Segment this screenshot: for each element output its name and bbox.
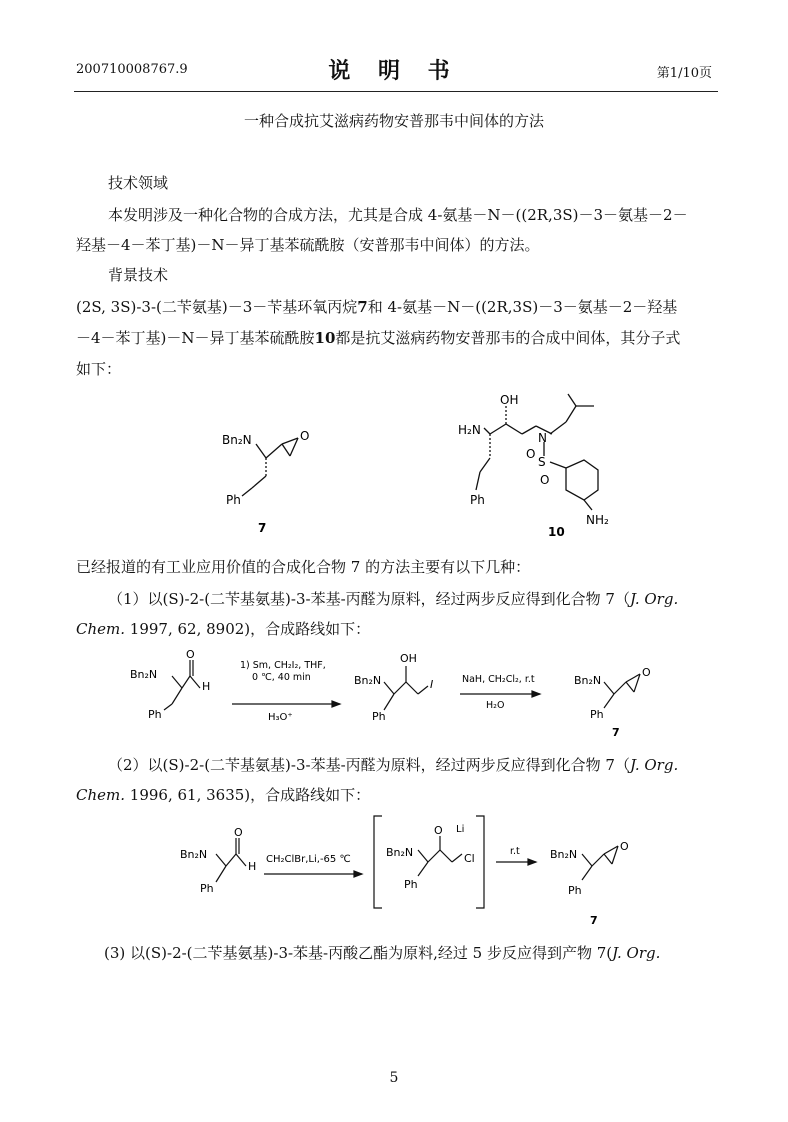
header-divider (74, 91, 718, 92)
c7-bn2n: Bn₂N (222, 433, 252, 447)
tech-field-line1: 本发明涉及一种化合物的合成方法，尤其是合成 4-氨基－N－((2R,3S)－3－氨基－2－ (108, 206, 688, 224)
compound-10-structure (476, 394, 598, 510)
s2-int-cl: Cl (464, 852, 475, 865)
document-title: 一种合成抗艾滋病药物安普那韦中间体的方法 (243, 112, 544, 130)
reported-intro: 已经报道的有工业应用价值的合成化合物 7 的方法主要有以下几种： (76, 558, 531, 576)
c10-s: S (538, 455, 546, 469)
s1-sm-bn2n: Bn₂N (130, 668, 158, 681)
tech-field-heading: 技术领域 (108, 174, 169, 192)
c10-label: 10 (548, 525, 565, 539)
c7-o: O (300, 429, 310, 443)
c7-label: 7 (258, 521, 267, 535)
s1-cond1-line1: 1) Sm, CH₂I₂, THF, (240, 660, 326, 671)
s2-int-ph: Ph (404, 878, 418, 891)
method1-line2 (76, 618, 370, 640)
background-line1 (76, 296, 677, 318)
method2-text: （2）以(S)-2-(二苄基氨基)-3-苯基-丙醛为原料，经过两步反应得到化合物 7（ (108, 756, 630, 774)
method3-text: (3) 以(S)-2-(二苄基氨基)-3-苯基-丙酸乙酯为原料,经过 5 步反应得到产物 7( (104, 944, 613, 962)
method2-journal-a: J. Org. (629, 756, 679, 774)
scheme-2 (150, 812, 670, 932)
c10-ph: Ph (470, 493, 485, 507)
c10-h2n: H₂N (458, 423, 481, 437)
method1-line1 (108, 588, 678, 610)
method2-citation: 1996, 61, 3635)，合成路线如下： (125, 786, 371, 804)
s1-prod-o: O (642, 666, 651, 679)
s2-sm-h: H (248, 860, 257, 873)
c10-n: N (538, 431, 547, 445)
method2-line2 (76, 784, 370, 806)
background-line2 (76, 327, 680, 349)
s2-sm-ph: Ph (200, 882, 214, 895)
s2-prod-ph: Ph (568, 884, 582, 897)
c7-ph: Ph (226, 493, 241, 507)
structures-7-and-10 (200, 392, 609, 542)
scheme-1 (120, 648, 680, 740)
s1-int-i: I (430, 678, 434, 691)
s1-cond2-below: H₂O (486, 700, 505, 711)
page-indicator: 第1/10页 (656, 66, 712, 81)
compound-10-ref: 10 (314, 329, 336, 347)
s1-int-bn2n: Bn₂N (354, 674, 382, 687)
s1-int-oh: OH (400, 652, 417, 665)
s2-cond1: CH₂ClBr,Li,-65 ℃ (266, 854, 351, 865)
s1-prod-label: 7 (612, 726, 620, 739)
s2-sm-bn2n: Bn₂N (180, 848, 208, 861)
s2-cond2: r.t (510, 846, 520, 857)
s2-int-li: Li (456, 824, 465, 835)
s2-sm-o: O (234, 826, 243, 839)
method3-journal: J. Org. (612, 944, 661, 962)
bg-line2-part-a: －4－苯丁基)－N－异丁基苯硫酰胺 (76, 329, 315, 347)
s2-prod-bn2n: Bn₂N (550, 848, 578, 861)
s1-sm-o: O (186, 648, 195, 661)
c10-nh2: NH₂ (586, 513, 609, 527)
s2-prod-o: O (620, 840, 629, 853)
background-line3: 如下： (76, 360, 122, 378)
tech-field-line2: 羟基－4－苯丁基)－N－异丁基苯硫酰胺（安普那韦中间体）的方法。 (76, 236, 540, 254)
c10-o1: O (526, 447, 536, 461)
c10-oh: OH (500, 393, 519, 407)
s1-prod-ph: Ph (590, 708, 604, 721)
method3-line (104, 942, 660, 964)
s1-cond2-above: NaH, CH₂Cl₂, r.t (462, 674, 535, 685)
bg-line1-part-a: (2S, 3S)-3-(二苄氨基)－3－苄基环氧丙烷 (76, 298, 358, 316)
bg-line2-part-b: 都是抗艾滋病药物安普那韦的合成中间体，其分子式 (335, 329, 681, 347)
document-type: 说 明 书 (328, 58, 460, 84)
method1-journal-a: J. Org. (629, 590, 679, 608)
s1-prod-bn2n: Bn₂N (574, 674, 602, 687)
s1-int-ph: Ph (372, 710, 386, 723)
method1-citation: 1997, 62, 8902)，合成路线如下： (125, 620, 371, 638)
compound-7-ref: 7 (357, 298, 368, 316)
s2-prod-label: 7 (590, 914, 598, 927)
method2-journal-b: Chem. (76, 786, 126, 804)
background-heading: 背景技术 (108, 266, 169, 284)
s2-int-bn2n: Bn₂N (386, 846, 414, 859)
method2-line1 (108, 754, 678, 776)
s1-sm-h: H (202, 680, 211, 693)
application-number: 200710008767.9 (76, 62, 188, 77)
s1-cond1-below: H₃O⁺ (268, 712, 293, 723)
method1-text: （1）以(S)-2-(二苄基氨基)-3-苯基-丙醛为原料，经过两步反应得到化合物 7（ (108, 590, 630, 608)
method1-journal-b: Chem. (76, 620, 126, 638)
c10-o2: O (540, 473, 550, 487)
page-number: 5 (389, 1070, 399, 1086)
s2-int-o: O (434, 824, 443, 837)
s1-sm-ph: Ph (148, 708, 162, 721)
s1-cond1-line2: 0 ℃, 40 min (252, 672, 311, 683)
bg-line1-part-b: 和 4-氨基－N－((2R,3S)－3－氨基－2－羟基 (367, 298, 678, 316)
